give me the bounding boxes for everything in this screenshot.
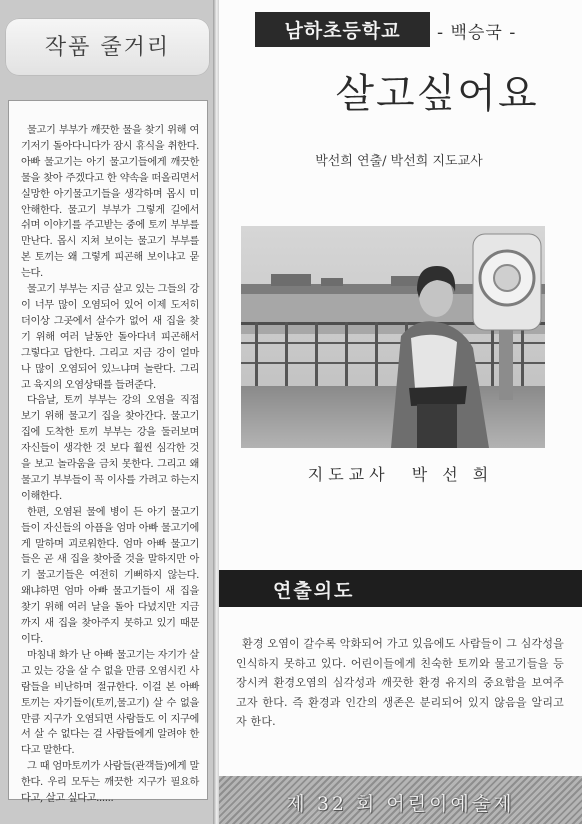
intent-heading: 연출의도 — [273, 580, 355, 602]
synopsis-paragraph: 마침내 화가 난 아빠 물고기는 자기가 살고 있는 강을 살 수 없을 만큼 오염시킨 사람들을 비난하며 절규한다. 이걸 본 아빠 토끼는 자기들이(토끼,물고기) 살 수 없을만큼 지구가 오염되면 사람들도 이 지구에서 살 수 없다는 걸 사람들에게 알려야 한다고 말한다. — [21, 649, 199, 757]
festival-footer — [219, 776, 582, 824]
synopsis-panel — [8, 100, 208, 805]
photo-caption — [219, 462, 582, 485]
caption-role: 지도교사 — [307, 465, 390, 484]
school-name: 남하초등학교 — [284, 20, 401, 42]
author-name: - 백승국 - — [437, 23, 517, 43]
teacher-photo-illustration — [241, 226, 545, 448]
caption-name: 박 선 희 — [411, 465, 494, 484]
play-title: 살고싶어요 — [335, 71, 539, 117]
school-header-bar — [255, 12, 430, 47]
left-column — [0, 0, 215, 824]
festival-title: 제 32 회 어린이예술제 — [286, 793, 515, 815]
synopsis-paragraph: 물고기 부부는 지금 살고 있는 그들의 강이 너무 많이 오염되어 있어 이제 도저히 더이상 그곳에서 살수가 없어 새 집을 찾기 위해 여러 날동안 돌아다녀 피곤해서 그렇다고 답한다. 그리고 지금 강이 얼마나 많이 오염되어 있느냐며 놀란다. 그리고 육지의 오염상태를 들려준다. — [21, 284, 199, 391]
intent-header-bar — [219, 570, 582, 607]
credits-line: 박선희 연출/ 박선희 지도교사 — [315, 154, 483, 169]
intent-text: 환경 오염이 갈수록 악화되어 가고 있음에도 사람들이 그 심각성을 인식하지 못하고 있다. 어린이들에게 친숙한 토끼와 물고기들을 등장시켜 환경오염의 심각성과 깨끗한 환경 유지의 중요함을 보여주고자 한다. 즉 환경과 인간의 생존은 분리되어 있지 않음을 알리고자 한다. — [236, 637, 564, 728]
synopsis-paragraph: 물고기 부부가 깨끗한 물을 찾기 위해 여기저기 돌아다니다가 잠시 휴식을 취한다. 아빠 물고기는 아기 물고기들에게 깨끗한 물을 찾아 주겠다고 한 약속을 떠올리면서 실망한 아기물고기들을 생각하며 몹시 미안해한다. 물고기 부부가 그렇게 길에서 쉬며 이야기를 주고받는 중에 토끼 부부를 만난다. 몹시 지쳐 보이는 물고기 부부를 본 토끼는 왜 그렇게 피곤해 보이냐고 묻는다. — [21, 125, 199, 280]
synopsis-title: 작품 줄거리 — [44, 35, 171, 60]
teacher-photo — [241, 226, 545, 448]
synopsis-paragraph: 다음날, 토끼 부부는 강의 오염을 직접 보기 위해 물고기 집을 찾아간다. 물고기 집에 도착한 토끼 부부는 강을 둘러보며 자신들이 생각한 것 보다 훨씬 심각한 것을 보고 놀라움을 금치 못한다. 그리고 왜 물고기 부부들이 꼭 이사를 가려고 하는지 이해한다. — [21, 395, 199, 502]
synopsis-paragraph: 한편, 오염된 물에 병이 든 아기 물고기들이 자신들의 아픔을 엄마 아빠 물고기에게 말하며 괴로워한다. 엄마 아빠 물고기들은 곧 새 집을 찾아줄 것을 말하지만 아기 물고기들은 여전히 기뻐하지 않는다. 왜냐하면 엄마 아빠 물고기들이 새 집을 찾기 위해 여러 날을 돌아 다녔지만 지금까지 새 집을 찾아주지 못하고 있기 때문이다. — [21, 506, 199, 645]
right-column — [219, 0, 582, 824]
synopsis-title-box — [5, 18, 210, 76]
synopsis-paragraph: 그 때 엄마토끼가 사람들(관객들)에게 말한다. 우리 모두는 깨끗한 지구가 필요하다고, 살고 싶다고...... — [21, 761, 199, 805]
